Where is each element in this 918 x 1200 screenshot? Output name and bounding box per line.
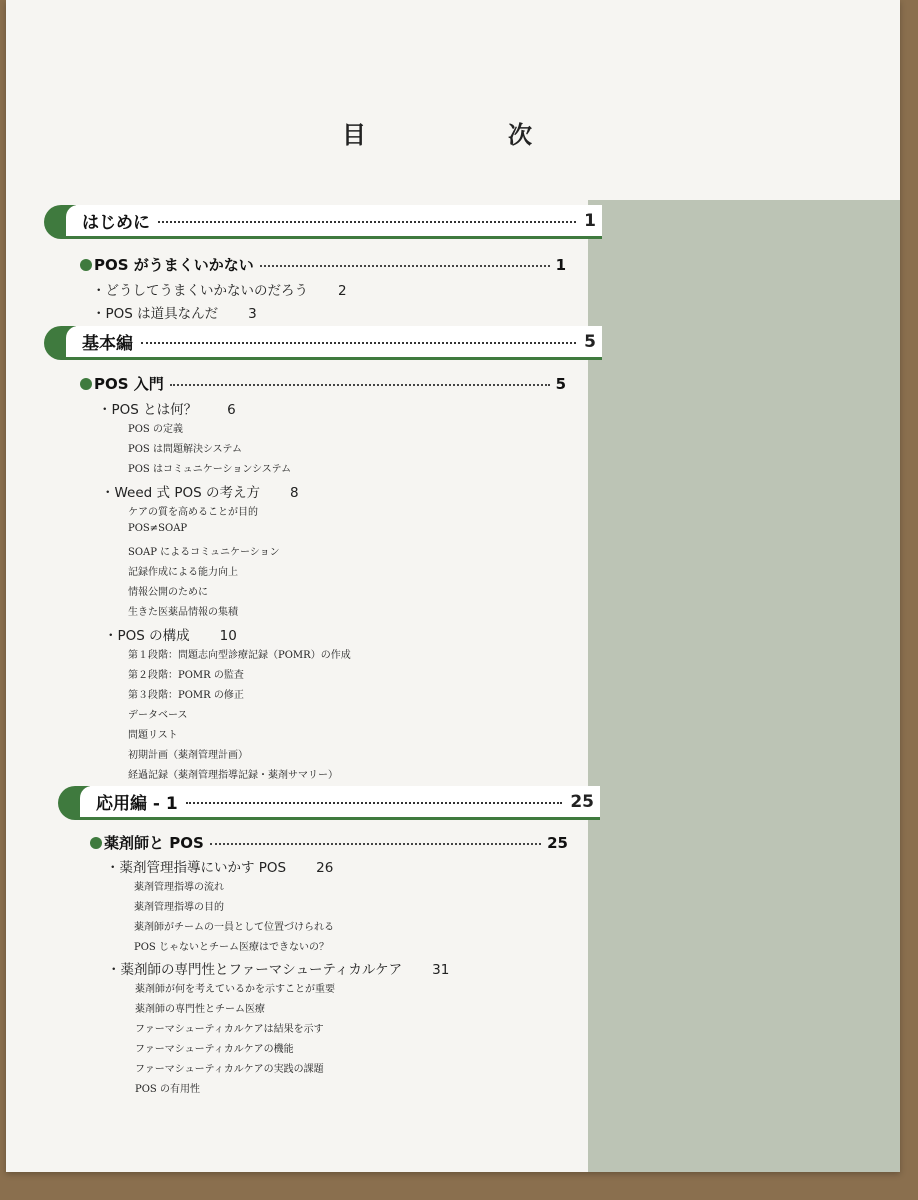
toc-subitem[interactable]: 生きた医薬品情報の集積 [128,607,238,618]
title-char-2: 次 [508,120,532,149]
leader-dots [210,841,541,845]
item-page: 2 [338,283,347,299]
item-page: 6 [227,402,236,418]
toc-subitem[interactable]: 記録作成による能力向上 [128,567,238,578]
toc-subitem[interactable]: ファーマシューティカルケアの機能 [135,1044,294,1055]
chapter-page: 25 [547,833,568,852]
bullet-dot-icon [80,259,92,271]
leader-dots [141,340,576,344]
toc-subitem[interactable]: 経過記録（薬剤管理指導記録・薬剤サマリー） [128,770,338,781]
section-page: 25 [570,791,594,812]
toc-subitem[interactable]: SOAP によるコミュニケーション [128,547,280,558]
item-page: 3 [248,306,257,322]
chapter-page: 1 [555,255,566,274]
item-title: 薬剤管理指導にいかす POS [119,860,287,876]
leader-dots [170,382,550,386]
item-marker: ・ [106,860,120,876]
toc-item[interactable] [92,302,257,322]
toc-subitem[interactable]: POS は問題解決システム [128,444,242,455]
title-char-1: 目 [342,120,366,149]
toc-page [6,0,900,1172]
section-title: 基本編 [82,334,133,354]
item-marker: ・ [101,485,115,501]
item-marker: ・ [104,628,118,644]
item-marker: ・ [107,962,121,978]
item-marker: ・ [92,283,106,299]
section-title: はじめに [82,213,150,233]
toc-subitem[interactable]: POS はコミュニケーションシステム [128,464,292,475]
toc-subitem[interactable]: 第３段階：POMR の修正 [128,690,244,701]
toc-subitem[interactable]: 薬剤管理指導の流れ [134,882,224,893]
section-page: 1 [584,210,596,231]
chapter-title: POS 入門 [94,375,164,393]
toc-subitem[interactable]: ファーマシューティカルケアは結果を示す [135,1024,324,1035]
toc-subitem[interactable]: POS≠SOAP [128,523,188,534]
toc-subitem[interactable]: 問題リスト [128,730,178,741]
section-header-applied-1[interactable] [58,783,600,823]
toc-subitem[interactable]: ファーマシューティカルケアの実践の課題 [135,1064,324,1075]
item-title: どうしてうまくいかないのだろう [105,283,308,299]
item-title: POS とは何？ [111,402,198,418]
toc-item[interactable] [98,398,236,418]
item-page: 31 [432,962,450,978]
item-page: 8 [289,485,299,501]
chapter-title: 薬剤師と POS [104,834,204,852]
toc-subitem[interactable]: POS の有用性 [135,1084,200,1095]
chapter-entry[interactable] [80,373,566,394]
toc-item[interactable] [104,624,237,644]
bullet-dot-icon [80,378,92,390]
leader-dots [158,219,576,223]
toc-subitem[interactable]: 第１段階：問題志向型診療記録（POMR）の作成 [128,650,351,661]
toc-subitem[interactable]: データベース [128,710,188,721]
chapter-entry[interactable] [90,832,568,853]
item-page: 10 [219,628,237,644]
toc-subitem[interactable]: 薬剤師がチームの一員として位置づけられる [134,922,334,933]
chapter-title: POS がうまくいかない [94,256,254,274]
toc-subitem[interactable]: 第２段階：POMR の監査 [128,670,244,681]
item-marker: ・ [98,402,112,418]
toc-subitem[interactable]: 薬剤師が何を考えているかを示すことが重要 [135,984,335,995]
page-title [342,115,532,150]
item-title: Weed 式 POS の考え方 [114,485,260,501]
chapter-entry[interactable] [80,254,566,275]
toc-subitem[interactable]: ケアの質を高めることが目的 [128,507,258,518]
item-title: POS は道具なんだ [105,306,219,322]
toc-subitem[interactable]: 薬剤師の専門性とチーム医療 [135,1004,265,1015]
item-title: 薬剤師の専門性とファーマシューティカルケア [120,962,403,978]
toc-subitem[interactable]: 情報公開のために [128,587,208,598]
toc-subitem[interactable]: 初期計画（薬剤管理計画） [128,750,248,761]
leader-dots [260,263,550,267]
section-page: 5 [584,331,596,352]
toc-item[interactable] [92,279,347,299]
item-page: 26 [316,860,334,876]
chapter-page: 5 [555,374,566,393]
bullet-dot-icon [90,837,102,849]
item-title: POS の構成 [117,628,190,644]
toc-subitem[interactable]: POS じゃないとチーム医療はできないの？ [134,942,329,953]
leader-dots [186,800,563,804]
section-title: 応用編 - 1 [96,794,178,814]
toc-item[interactable] [101,481,299,501]
toc-item[interactable] [106,856,333,876]
item-marker: ・ [92,306,106,322]
section-header-basics[interactable] [44,323,602,363]
section-header-intro[interactable] [44,202,602,242]
side-color-band [588,200,900,1172]
toc-item[interactable] [107,958,449,978]
toc-subitem[interactable]: POS の定義 [128,424,183,435]
toc-subitem[interactable]: 薬剤管理指導の目的 [134,902,224,913]
